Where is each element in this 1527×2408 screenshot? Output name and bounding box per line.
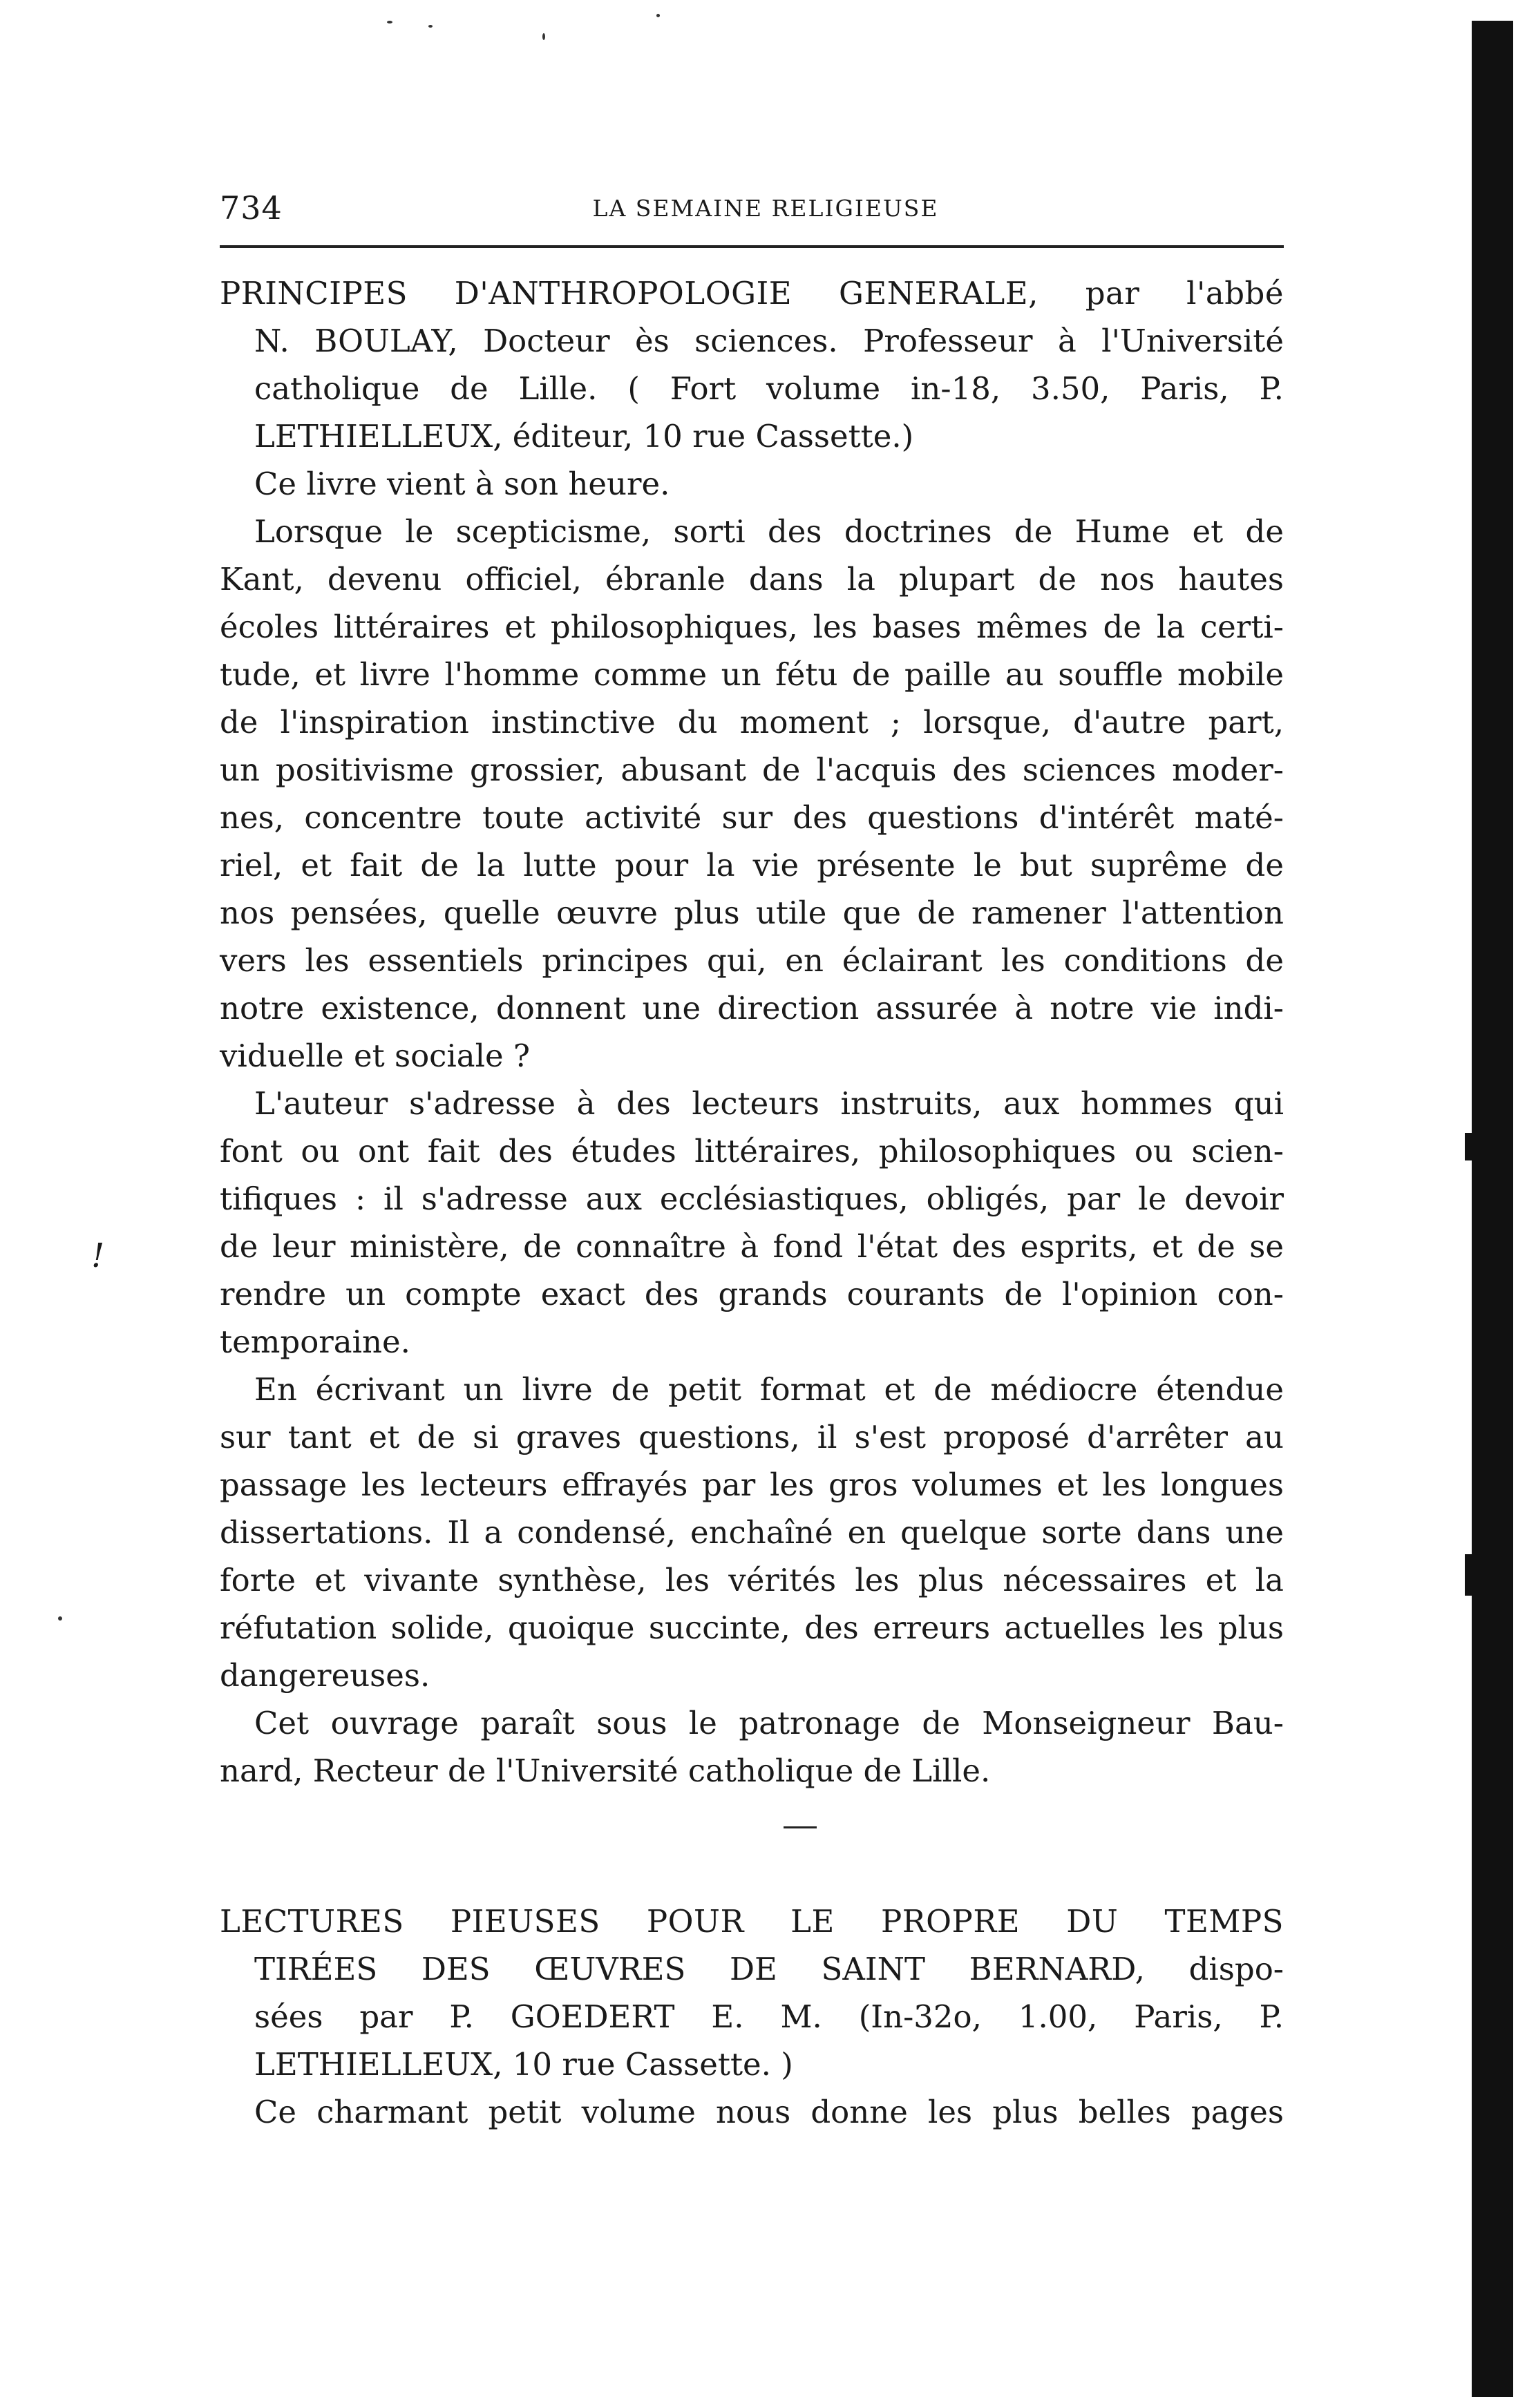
paragraph-line: Lorsque le scepticisme, sorti des doctrines de Hume et de: [254, 513, 1284, 550]
scan-speck: [58, 1616, 62, 1621]
running-head: LA SEMAINE RELIGIEUSE: [592, 195, 939, 222]
paragraph-line: Kant, devenu officiel, ébranle dans la plupart de nos hautes: [220, 561, 1284, 598]
paragraph-line: tifiques : il s'adresse aux ecclésiastiques, obligés, par le devoir: [220, 1181, 1284, 1217]
page-number: 734: [220, 189, 283, 227]
paragraph-line: écoles littéraires et philosophiques, les bases mêmes de la certi-: [220, 609, 1284, 645]
page-edge-mark: [1465, 1554, 1474, 1596]
page-edge-mark: [1465, 1133, 1474, 1160]
paragraph-line: En écrivant un livre de petit format et de médiocre étendue: [254, 1371, 1284, 1408]
margin-mark: !: [91, 1236, 105, 1275]
paragraph-line: nes, concentre toute activité sur des questions d'intérêt maté-: [220, 799, 1284, 836]
paragraph-line: font ou ont fait des études littéraires, philosophiques ou scien-: [220, 1133, 1284, 1169]
paragraph-line: Cet ouvrage paraît sous le patronage de Monseigneur Bau-: [254, 1705, 1284, 1741]
scan-speck: [428, 25, 433, 28]
review-lectures-pieuses: [220, 1898, 1284, 2136]
scan-speck: [656, 14, 660, 17]
paragraph-line: rendre un compte exact des grands courants de l'opinion con-: [220, 1276, 1284, 1312]
paragraph-line: notre existence, donnent une direction assurée à notre vie indi-: [220, 990, 1284, 1026]
review-title-line: PRINCIPES D'ANTHROPOLOGIE GENERALE, par l'abbé: [220, 275, 1284, 312]
scan-speck: [542, 33, 545, 40]
paragraph-line: temporaine.: [220, 1324, 410, 1360]
review-title-line: LETHIELLEUX, éditeur, 10 rue Cassette.): [254, 418, 914, 455]
paragraph-line: passage les lecteurs effrayés par les gros volumes et les longues: [220, 1466, 1284, 1503]
page-header: [220, 189, 1284, 231]
paragraph-line: Ce charmant petit volume nous donne les plus belles pages: [254, 2094, 1284, 2130]
review-principes-anthropologie: [220, 269, 1284, 1795]
header-rule: [220, 245, 1284, 248]
body-text: [220, 269, 1284, 2136]
paragraph-line: nard, Recteur de l'Université catholique de Lille.: [220, 1752, 991, 1789]
paragraph-line: de leur ministère, de connaître à fond l'état des esprits, et de se: [220, 1228, 1284, 1265]
page-edge-shadow: [1472, 21, 1513, 2397]
review-title-line: TIRÉES DES ŒUVRES DE SAINT BERNARD, dispo-: [254, 1951, 1284, 1987]
paragraph-line: nos pensées, quelle œuvre plus utile que de ramener l'attention: [220, 895, 1284, 931]
paragraph-line: forte et vivante synthèse, les vérités les plus nécessaires et la: [220, 1562, 1284, 1598]
review-title-line: LECTURES PIEUSES POUR LE PROPRE DU TEMPS: [220, 1903, 1284, 1940]
review-title-line: sées par P. GOEDERT E. M. (In-32o, 1.00, Paris, P.: [254, 1998, 1284, 2035]
section-divider: [784, 1826, 817, 1828]
paragraph-line: L'auteur s'adresse à des lecteurs instruits, aux hommes qui: [254, 1085, 1284, 1122]
paragraph-line: de l'inspiration instinctive du moment ; lorsque, d'autre part,: [220, 704, 1284, 740]
paragraph-line: riel, et fait de la lutte pour la vie présente le but suprême de: [220, 847, 1284, 883]
paragraph-line: dangereuses.: [220, 1657, 430, 1694]
paragraph-line: un positivisme grossier, abusant de l'acquis des sciences moder-: [220, 752, 1284, 788]
paragraph-line: réfutation solide, quoique succinte, des erreurs actuelles les plus: [220, 1609, 1284, 1646]
review-title-line: N. BOULAY, Docteur ès sciences. Professeur à l'Université: [254, 323, 1284, 359]
paragraph-line: dissertations. Il a condensé, enchaîné en quelque sorte dans une: [220, 1514, 1284, 1551]
review-title-line: catholique de Lille. ( Fort volume in-18, 3.50, Paris, P.: [254, 370, 1284, 407]
review-title-line: LETHIELLEUX, 10 rue Cassette. ): [254, 2046, 793, 2083]
paragraph-line: viduelle et sociale ?: [220, 1038, 531, 1074]
scan-speck: [387, 21, 392, 23]
paragraph-line: Ce livre vient à son heure.: [254, 466, 670, 502]
paragraph-line: vers les essentiels principes qui, en éclairant les conditions de: [220, 942, 1284, 979]
section-gap: [220, 1828, 1284, 1898]
paragraph-line: tude, et livre l'homme comme un fétu de paille au souffle mobile: [220, 656, 1284, 693]
paragraph-line: sur tant et de si graves questions, il s'est proposé d'arrêter au: [220, 1419, 1284, 1455]
